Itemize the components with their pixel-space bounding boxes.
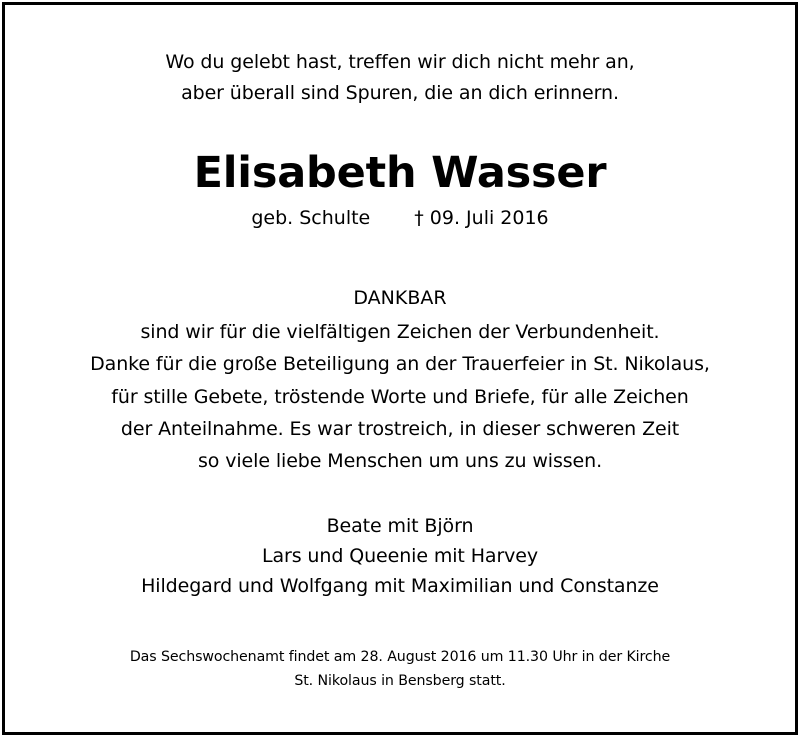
service-note	[0, 645, 800, 693]
signer: Beate mit Björn	[326, 515, 474, 537]
message-line: so viele liebe Menschen um uns zu wissen.	[197, 450, 603, 473]
deceased-name: Elisabeth Wasser	[193, 148, 607, 198]
signer: Lars und Queenie mit Harvey	[261, 545, 539, 567]
service-note-line: Das Sechswochenamt findet am 28. August 2016 um 11.30 Uhr in der Kirche	[129, 649, 671, 665]
death-date: † 09. Juli 2016	[414, 207, 549, 229]
thanks-heading: DANKBAR	[353, 287, 447, 309]
life-details	[0, 205, 800, 231]
motto-line: aber überall sind Spuren, die an dich erinnern.	[181, 82, 619, 104]
birth-name: geb. Schulte	[251, 207, 371, 229]
message-line: sind wir für die vielfältigen Zeichen der Verbundenheit.	[140, 321, 660, 343]
thanks-message	[0, 316, 800, 477]
message-line: Danke für die große Beteiligung an der Trauerfeier in St. Nikolaus,	[90, 353, 710, 376]
motto-line: Wo du gelebt hast, treffen wir dich nicht mehr an,	[165, 51, 635, 73]
service-note-line: St. Nikolaus in Bensberg statt.	[294, 673, 506, 689]
signers-list	[0, 511, 800, 601]
message-line: der Anteilnahme. Es war trostreich, in dieser schweren Zeit	[120, 417, 680, 440]
signer: Hildegard und Wolfgang mit Maximilian und Constanze	[141, 575, 659, 597]
message-line: für stille Gebete, tröstende Worte und Briefe, für alle Zeichen	[111, 385, 689, 408]
motto-verse	[0, 47, 800, 109]
